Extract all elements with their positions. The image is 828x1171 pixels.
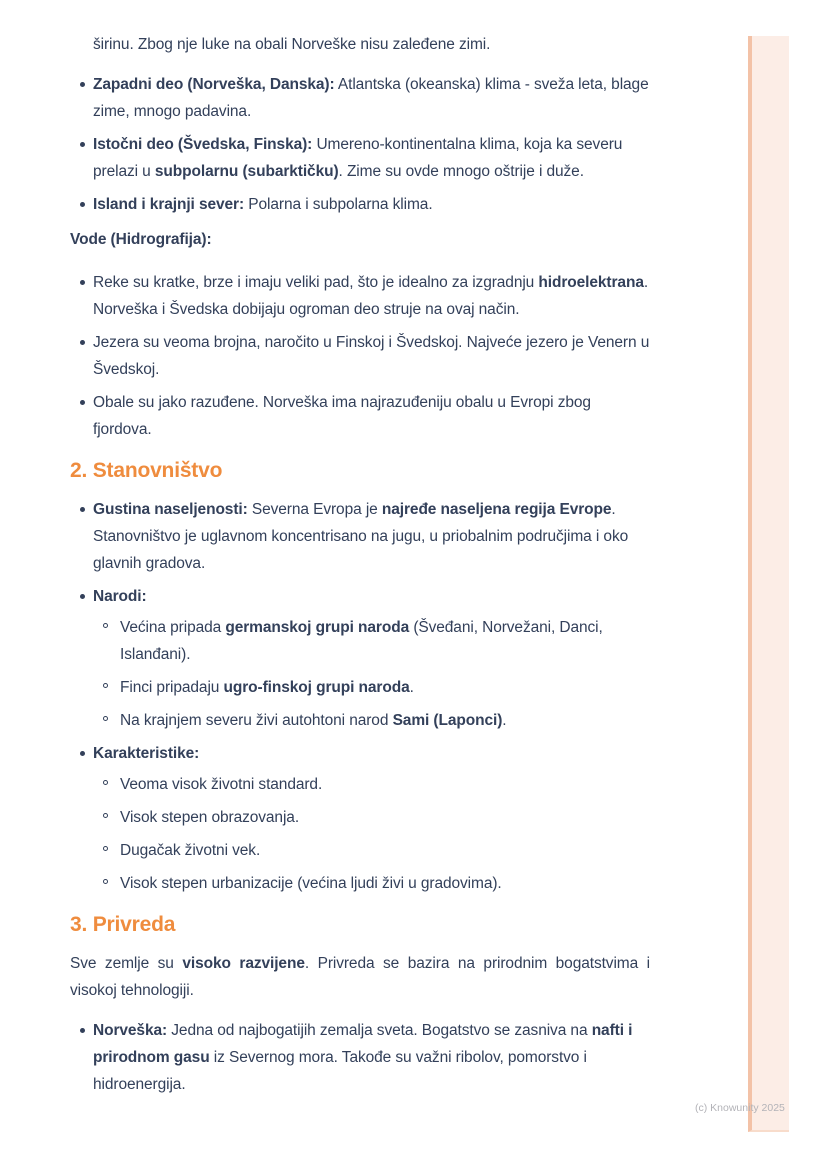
text: . Zime su ovde mnogo oštrije i duže. xyxy=(338,163,584,180)
list-item xyxy=(93,804,650,831)
list-item xyxy=(70,1017,650,1098)
list-item xyxy=(93,707,650,734)
text: . Norveška i Švedska dobijaju ogroman deo struje na ovaj način. xyxy=(93,274,649,318)
paragraph xyxy=(70,950,650,1004)
list-item xyxy=(70,191,650,218)
list-item-text xyxy=(93,191,650,218)
list-item xyxy=(70,131,650,185)
bold-text: visoko razvijene xyxy=(182,955,305,972)
bullet-list xyxy=(70,71,650,218)
bold-text: Island i krajnji sever: xyxy=(93,196,245,213)
text: Reke su kratke, brze i imaju veliki pad, što je idealno za izgradnju xyxy=(93,274,539,291)
list-item-text xyxy=(120,614,650,668)
text: Jedna od najbogatijih zemalja sveta. Bogatstvo se zasniva na xyxy=(167,1022,592,1039)
section-heading: 2. Stanovništvo xyxy=(70,459,223,482)
list-item xyxy=(70,583,650,734)
text: Severna Evropa je xyxy=(247,501,382,518)
bold-text: ugro-finskoj grupi naroda xyxy=(223,679,410,696)
bold-text: Gustina naseljenosti: xyxy=(93,501,248,518)
list-item xyxy=(93,837,650,864)
list-item-text xyxy=(120,771,650,798)
watermark: (c) Knowunity 2025 xyxy=(695,1102,785,1114)
text: . xyxy=(409,679,414,696)
bold-text: germanskoj grupi naroda xyxy=(225,619,410,636)
text: Dugačak životni vek. xyxy=(120,842,261,859)
text: Većina pripada xyxy=(120,619,226,636)
list-item xyxy=(70,496,650,577)
list-item-text xyxy=(93,329,650,383)
text: Obale su jako razuđene. Norveška ima najrazuđeniju obalu u Evropi zbog fjordova. xyxy=(93,394,591,438)
list-item xyxy=(70,269,650,323)
list-item xyxy=(93,870,650,897)
bold-text: Norveška: xyxy=(93,1022,168,1039)
bullet-list xyxy=(70,269,650,443)
continuation xyxy=(70,31,650,58)
text: Na krajnjem severu živi autohtoni narod xyxy=(120,712,393,729)
bold-text: Istočni deo (Švedska, Finska): xyxy=(93,136,313,153)
document-content xyxy=(70,31,650,1104)
text: Visok stepen urbanizacije (većina ljudi živi u gradovima). xyxy=(120,875,502,892)
text: (Šveđani, Norvežani, Danci, Islanđani). xyxy=(120,619,603,663)
text: Visok stepen obrazovanja. xyxy=(120,809,300,826)
list-item-text xyxy=(93,269,650,323)
section-heading: 3. Privreda xyxy=(70,913,176,936)
text: Jezera su veoma brojna, naročito u Finskoj i Švedskoj. Najveće jezero je Venern u Švedskoj. xyxy=(93,334,650,378)
list-item-text xyxy=(93,1017,650,1098)
text: Polarna i subpolarna klima. xyxy=(244,196,433,213)
list-item xyxy=(70,329,650,383)
text: . xyxy=(502,712,507,729)
bold-heading: Vode (Hidrografija): xyxy=(70,231,212,248)
list-item xyxy=(93,674,650,701)
bold-text: subpolarnu (subarktičku) xyxy=(154,163,339,180)
text: . Stanovništvo je uglavnom koncentrisano na jugu, u priobalnim područjima i oko glavnih gradova. xyxy=(93,501,629,572)
page-edge-stripe xyxy=(748,36,789,1132)
list-item-text xyxy=(120,707,650,734)
list-item-text xyxy=(93,131,650,185)
text: . Privreda se bazira na prirodnim bogatstvima i visokoj tehnologiji. xyxy=(70,955,651,999)
text: iz Severnog mora. Takođe su važni ribolov, pomorstvo i hidroenergija. xyxy=(93,1049,587,1093)
bold-text: Zapadni deo (Norveška, Danska): xyxy=(93,76,335,93)
list-item-text xyxy=(120,837,650,864)
list-item xyxy=(70,740,650,897)
text: Finci pripadaju xyxy=(120,679,224,696)
list-item-text xyxy=(93,740,650,767)
bullet-list xyxy=(70,1017,650,1098)
list-item-text xyxy=(120,674,650,701)
text: Umereno-kontinentalna klima, koja ka severu prelazi u xyxy=(93,136,623,180)
list-item xyxy=(70,389,650,443)
list-item-text xyxy=(93,583,650,610)
bold-text: Narodi: xyxy=(93,588,147,605)
list-item-text xyxy=(120,804,650,831)
list-item-text xyxy=(93,71,650,125)
bullet-list xyxy=(70,496,650,897)
text: Atlantska (okeanska) klima - sveža leta, blage zime, mnogo padavina. xyxy=(93,76,649,120)
bullet-list xyxy=(93,771,650,897)
bold-text: Karakteristike: xyxy=(93,745,200,762)
text: širinu. Zbog nje luke na obali Norveške nisu zaleđene zimi. xyxy=(93,36,491,53)
list-item xyxy=(93,614,650,668)
bullet-list xyxy=(93,614,650,734)
list-item-text xyxy=(93,389,650,443)
bold-text: hidroelektrana xyxy=(538,274,644,291)
text: Veoma visok životni standard. xyxy=(120,776,323,793)
list-item-text xyxy=(120,870,650,897)
list-item xyxy=(70,71,650,125)
bold-text: najređe naseljena regija Evrope xyxy=(381,501,612,518)
text: Sve zemlje su xyxy=(70,955,183,972)
bold-text: nafti i prirodnom gasu xyxy=(93,1022,633,1066)
list-item xyxy=(93,771,650,798)
list-item-text xyxy=(93,496,650,577)
bold-text: Sami (Laponci) xyxy=(392,712,503,729)
